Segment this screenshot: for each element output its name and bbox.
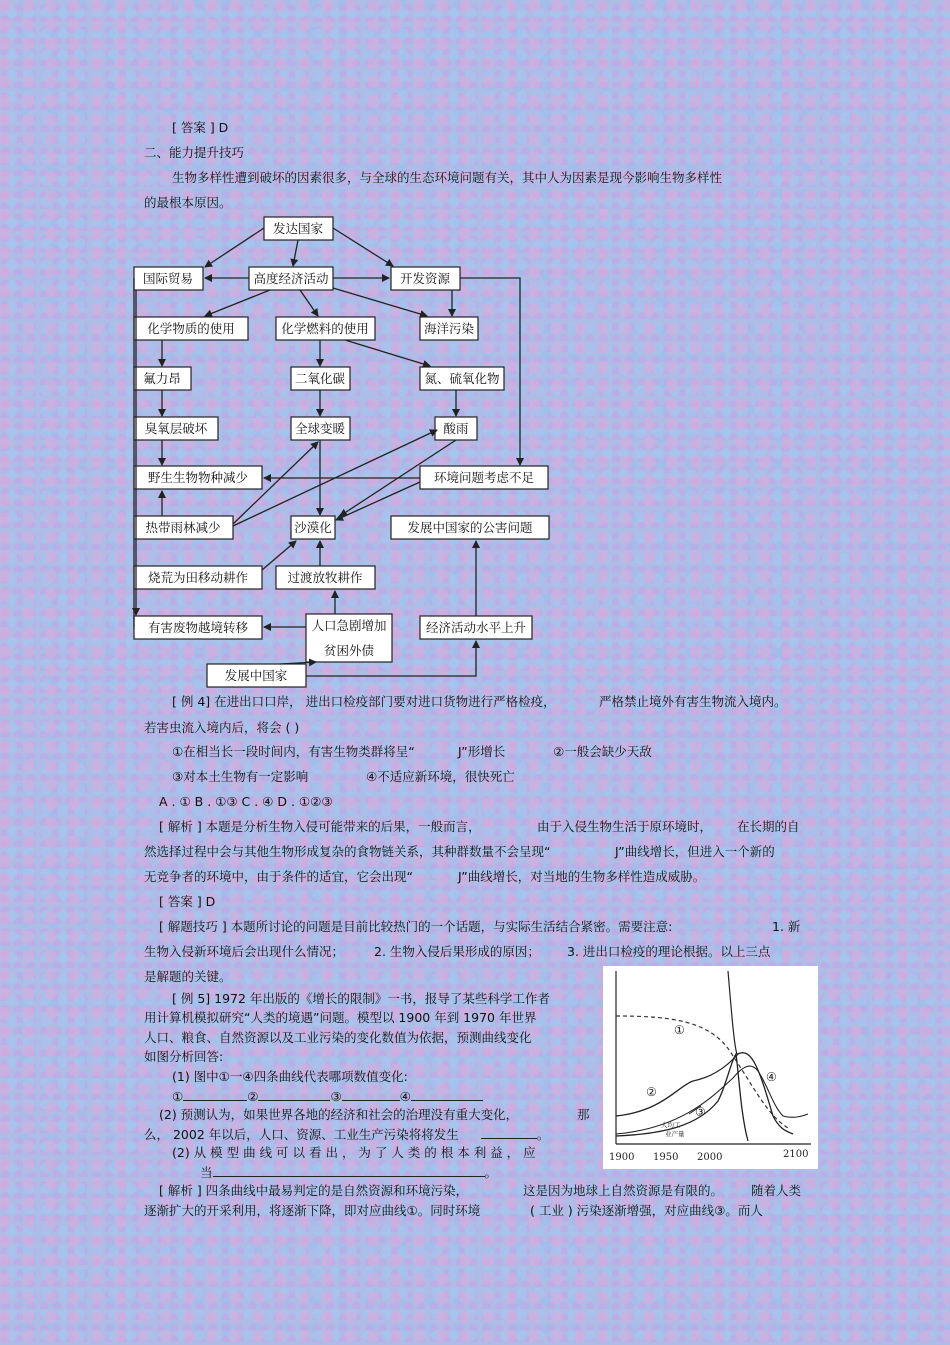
blank-mark-4: ④ [399,1089,411,1104]
ex4-option-1a: ①在相当长一段时间内，有害生物类群将呈“ [172,744,415,759]
ex4-question-line1a: [ 例 4] 在进出口口岸， 进出口检疫部门要对进口货物进行严格检疫， [172,694,556,709]
answer-blank-4[interactable] [411,1088,483,1101]
ex4-choices: A . ① B . ①③ C . ④ D . ①②③ [159,794,333,809]
svg-text:人口急剧增加: 人口急剧增加 [311,618,387,633]
ex4-answer: [ 答案 ] D [159,894,216,909]
ex4-question-line1b: 严格禁止境外有害生物流入境内。 [599,694,787,709]
svg-text:发展中国家: 发展中国家 [224,668,288,683]
box-developing [207,664,306,687]
svg-text:1950: 1950 [653,1152,679,1163]
ex4-tip-1a: [ 解题技巧 ] 本题所讨论的问题是目前比较热门的一个话题，与实际生活结合紧密。需要注意: [159,919,673,934]
intro-paragraph-line2: 的最根本原因。 [144,195,232,210]
box-fossil [276,317,375,340]
curve-4-food [616,1066,808,1134]
answer-blank-2[interactable] [258,1088,330,1101]
box-env-neglect [420,466,548,489]
ex4-analysis-3a: 无竞争者的环境中，由于条件的适宜，它会出现“ [144,869,413,884]
box-wildlife [134,466,262,489]
section-title: 二、能力提升技巧 [144,145,245,160]
svg-text:过渡放牧耕作: 过渡放牧耕作 [287,570,363,585]
ex4-tip-3: 是解题的关键。 [144,969,232,984]
ex4-tip-2a: 生物入侵新环境后会出现什么情况； [144,944,345,959]
answer-blank-6[interactable] [213,1164,485,1177]
svg-text:④: ④ [766,1070,777,1084]
answer-blank-5[interactable] [481,1126,537,1139]
ex4-option-1b: J”形增长 [458,744,506,759]
svg-text:臭氧层破坏: 臭氧层破坏 [144,421,208,436]
svg-text:二氧化碳: 二氧化碳 [294,371,346,386]
answer-blank-1[interactable] [183,1088,247,1101]
box-developed [264,217,333,240]
svg-text:1900: 1900 [609,1152,635,1163]
ex5-line3: 人口、粮食、自然资源以及工业污染的变化数值为依据，预测曲线变化 [144,1030,532,1045]
ex5-analysis-1a: [ 解析 ] 四条曲线中最易判定的是自然资源和环境污染， [159,1183,469,1198]
ex5-question-2c: 么， 2002 年以后，人口、资源、工业生产污染将将发生 。 [144,1127,550,1142]
svg-text:③: ③ [695,1105,706,1119]
svg-text:化学燃料的使用: 化学燃料的使用 [281,321,369,336]
svg-text:全球变暖: 全球变暖 [294,421,346,436]
ex4-analysis-1b: 由于入侵生物生活于原环境时， [537,819,713,834]
ex5-line4: 如图分析回答: [144,1049,224,1064]
ex5-analysis-2a: 逐渐扩大的开采利用，将逐渐下降，即对应曲线①。同时环境 [144,1203,481,1218]
svg-text:①: ① [674,1023,685,1037]
curve-3-pollution [616,1054,748,1141]
ex5-question-2a: (2) 预测认为，如果世界各地的经济和社会的治理没有重大变化， [159,1107,519,1122]
svg-text:②: ② [646,1085,657,1099]
ex5-line1: [ 例 5] 1972 年出版的《增长的限制》一书，报导了某些科学工作者 [172,991,550,1006]
curve-2-population [616,1053,793,1134]
ex5-blanks [172,1088,483,1105]
box-slash-burn [134,566,262,589]
ex4-tip-2b: 2. 生物入侵后果形成的原因； [374,944,540,959]
box-rainforest [134,516,233,539]
svg-text:发达国家: 发达国家 [272,221,324,236]
box-nox [420,367,504,390]
box-pollution-dev [391,516,549,539]
svg-text:业产量: 业产量 [665,1130,685,1138]
svg-text:环境问题考虑不足: 环境问题考虑不足 [433,470,535,485]
ex4-analysis-3b: J”曲线增长，对当地的生物多样性造成威胁。 [458,869,706,884]
ex4-tip-1b: 1. 新 [772,919,801,934]
svg-text:2100: 2100 [783,1149,809,1160]
blank-mark-3: ③ [330,1089,342,1104]
ex4-analysis-2a: 然选择过程中会与其他生物形成复杂的食物链关系，其种群数量不会呈现“ [144,844,551,859]
ex4-tip-2c: 3. 进出口检疫的理论根据。以上三点 [567,944,771,959]
ex4-option-2: ②一般会缺少天敌 [553,744,652,759]
blank-mark-1: ① [172,1089,184,1104]
svg-text:开发资源: 开发资源 [399,271,451,286]
box-waste [134,616,262,639]
box-chemicals [134,317,248,340]
ex4-analysis-1c: 在长期的自 [737,819,800,834]
ex4-analysis-2b: J”曲线增长，但进入一个新的 [615,844,775,859]
box-warming [291,417,350,440]
ex5-question-3b: 当 。 [200,1165,498,1180]
ex5-question-2b: 那 [577,1107,590,1122]
svg-text:海洋污染: 海洋污染 [423,321,475,336]
box-ozone [134,417,218,440]
ex4-option-4: ④不适应新环境，很快死亡 [366,769,515,784]
box-resources [391,267,460,290]
box-acid [435,417,477,440]
svg-text:化学物质的使用: 化学物质的使用 [147,321,235,336]
ex5-analysis-2b: ( 工业 ) 污染逐渐增强，对应曲线③。而人 [530,1203,763,1218]
svg-text:贫困外债: 贫困外债 [323,643,375,658]
svg-text:发展中国家的公害问题: 发展中国家的公害问题 [407,520,533,535]
svg-text:酸雨: 酸雨 [443,421,469,436]
svg-text:经济活动水平上升: 经济活动水平上升 [425,620,527,635]
ex5-question-3a: (2) 从 模 型 曲 线 可 以 看 出 ， 为 了 人 类 的 根 本 利 益 ， 应 [172,1145,536,1160]
box-econ-rise [420,616,532,639]
svg-text:烧荒为田移动耕作: 烧荒为田移动耕作 [147,570,249,585]
svg-text:沙漠化: 沙漠化 [294,520,332,535]
answer-blank-3[interactable] [342,1088,400,1101]
box-overgraze [276,566,375,589]
svg-text:国际贸易: 国际贸易 [142,271,194,286]
box-trade [134,267,203,290]
box-ocean [420,317,478,340]
box-co2 [291,367,350,390]
svg-text:氮、硫氧化物: 氮、硫氧化物 [424,371,500,386]
svg-text:有害废物越境转移: 有害废物越境转移 [147,620,249,635]
svg-text:2000: 2000 [697,1152,723,1163]
ex4-analysis-1a: [ 解析 ] 本题是分析生物入侵可能带来的后果，一般而言， [159,819,481,834]
box-desert [291,516,335,539]
ex5-line2: 用计算机模拟研究“人类的境遇”问题。模型以 1900 年到 1970 年世界 [144,1010,537,1025]
world-model-graph [603,966,818,1169]
svg-text:热带雨林减少: 热带雨林减少 [145,520,221,535]
svg-text:人均工: 人均工 [661,1121,681,1129]
answer-previous: [ 答案 ] D [172,120,229,135]
ex5-analysis-1c: 随着人类 [751,1183,802,1198]
ex5-analysis-1b: 这是因为地球上自然资源是有限的。 [523,1183,724,1198]
curve-industry-spike [728,971,737,1054]
svg-text:野生生物物种减少: 野生生物物种减少 [147,470,249,485]
intro-paragraph-line1: 生物多样性遭到破坏的因素很多，与全球的生态环境问题有关，其中人为因素是现今影响生物多样性 [172,170,723,185]
box-cfc [134,367,191,390]
box-economic [249,267,333,290]
flowchart-arrows [134,228,520,676]
blank-mark-2: ② [247,1089,259,1104]
ex4-option-3: ③对本土生物有一定影响 [172,769,309,784]
box-population [306,614,392,662]
svg-text:高度经济活动: 高度经济活动 [253,271,329,286]
svg-text:氟力昂: 氟力昂 [143,371,181,386]
ex5-question-1: (1) 图中①一④四条曲线代表哪项数值变化: [172,1069,408,1084]
ex4-question-line2: 若害虫流入境内后，将会 ( ) [144,720,300,735]
